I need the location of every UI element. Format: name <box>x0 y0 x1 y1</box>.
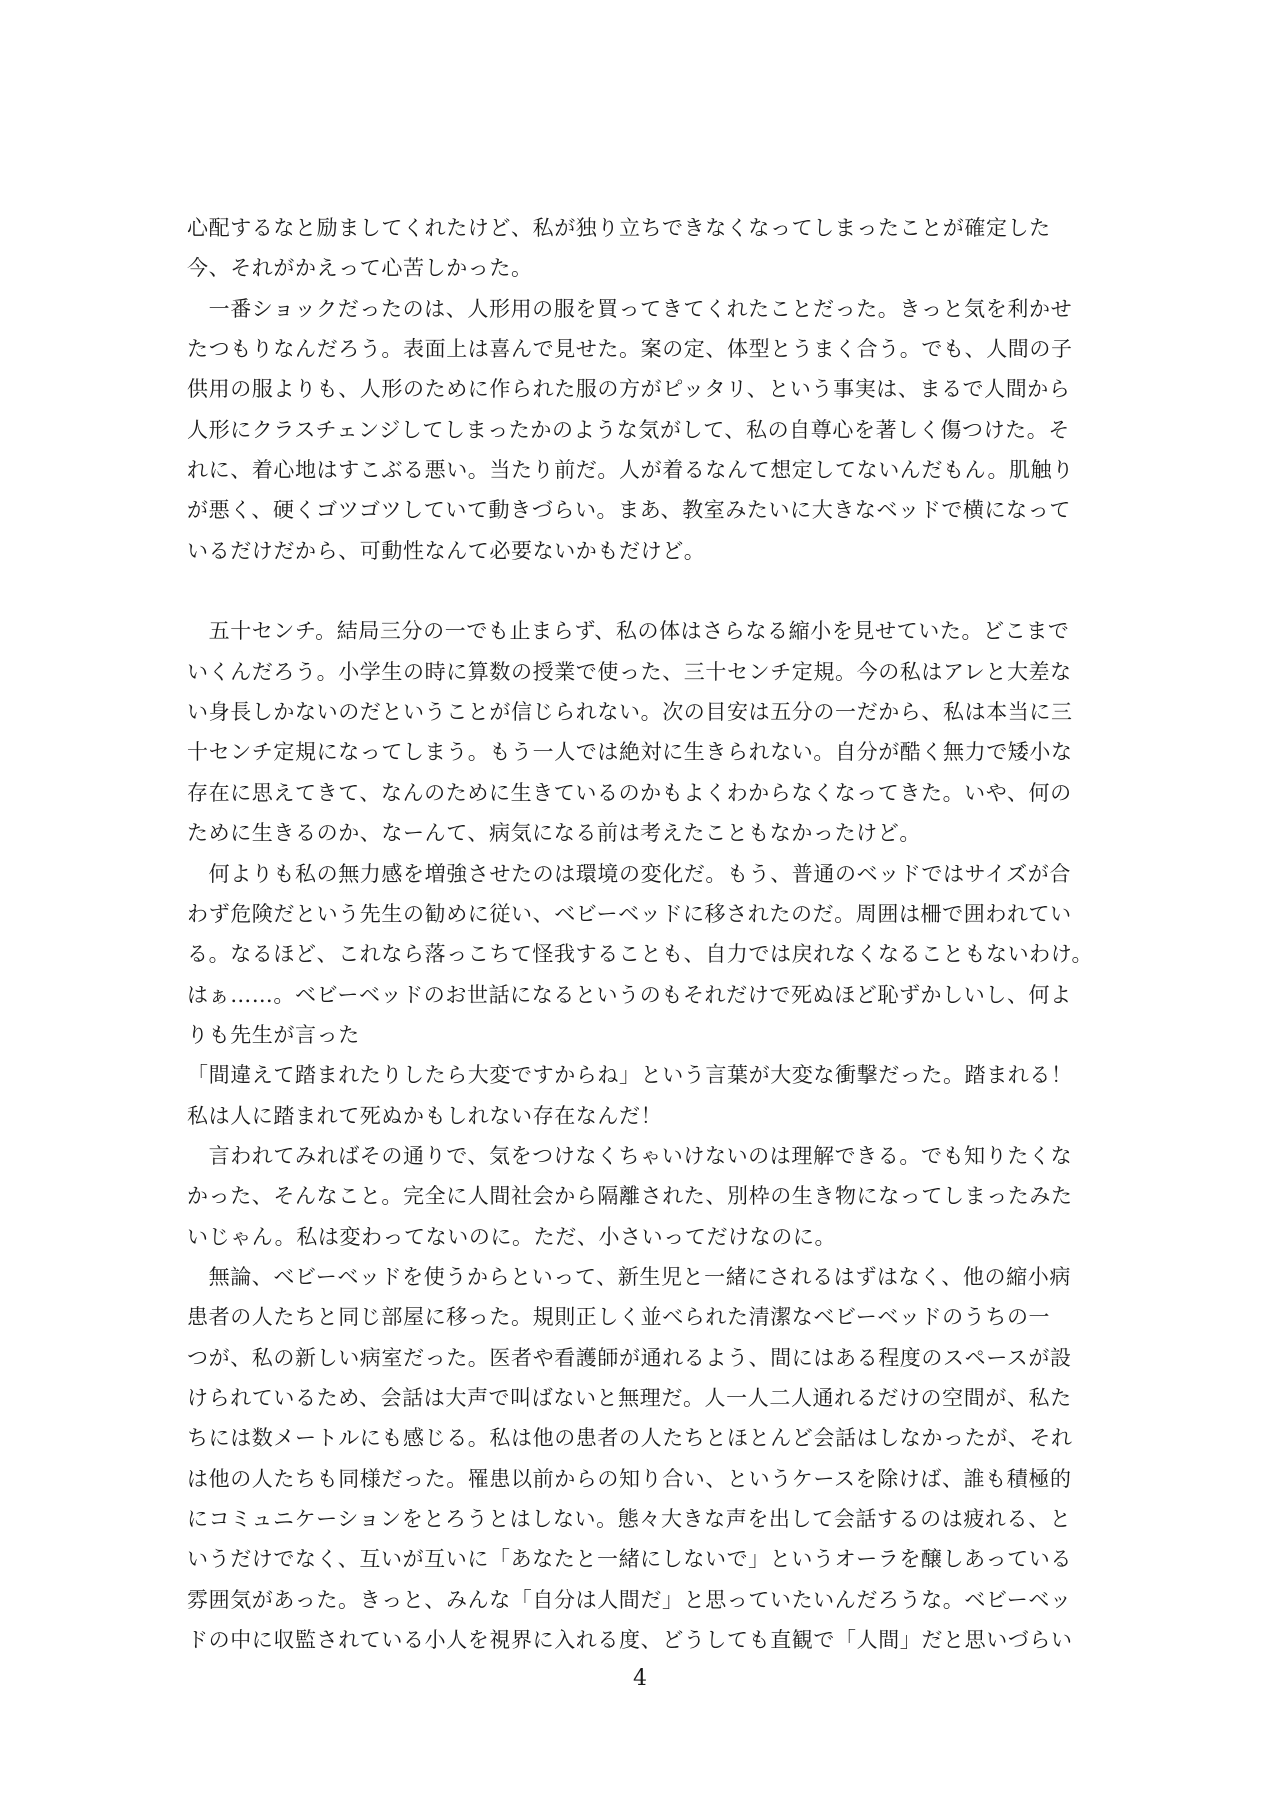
text-line: たつもりなんだろう。表面上は喜んで見せた。案の定、体型とうまく合う。でも、人間の子 <box>187 337 1073 362</box>
text-line: る。なるほど、これなら落っこちて怪我することも、自力では戻れなくなることもないわけ。 <box>187 942 1093 967</box>
text-line: いくんだろう。小学生の時に算数の授業で使った、三十センチ定規。今の私はアレと大差な <box>187 659 1072 684</box>
text-line: にコミュニケーションをとろうとはしない。態々大きな声を出して会話するのは疲れる、と <box>187 1507 1072 1531</box>
text-line: いじゃん。私は変わってないのに。ただ、小さいってだけなのに。 <box>187 1224 837 1249</box>
text-line: 今、それがかえって心苦しかった。 <box>187 256 533 281</box>
text-line: 「間違えて踏まれたりしたら大変ですからね」という言葉が大変な衝撃だった。踏まれる！ <box>187 1063 1073 1088</box>
text-line: 患者の人たちと同じ部屋に移った。規則正しく並べられた清潔なベビーベッドのうちの一 <box>187 1305 1051 1330</box>
text-line: わず危険だという先生の勧めに従い、ベビーベッドに移されたのだ。周囲は柵で囲われてい <box>187 901 1072 926</box>
text-line: はぁ……。ベビーベッドのお世話になるというのもそれだけで死ぬほど恥ずかしいし、何よ <box>187 982 1072 1007</box>
text-line: いうだけでなく、互いが互いに「あなたと一緒にしないで」というオーラを醸しあっている <box>187 1547 1072 1572</box>
text-body <box>187 208 1093 1660</box>
text-line: 言われてみればその通りで、気をつけなくちゃいけないのは理解できる。でも知りたくな <box>187 1143 1073 1168</box>
text-line: ドの中に収監されている小人を視界に入れる度、どうしても直観で「人間」だと思いづらい <box>187 1628 1073 1653</box>
text-line: 供用の服よりも、人形のために作られた服の方がピッタリ、という事実は、まるで人間から <box>187 377 1071 402</box>
text-line: 存在に思えてきて、なんのために生きているのかもよくわからなくなってきた。いや、何の <box>187 780 1072 805</box>
text-line: 一番ショックだったのは、人形用の服を買ってきてくれたことだった。きっと気を利かせ <box>187 296 1073 321</box>
text-line: かった、そんなこと。完全に人間社会から隔離された、別枠の生き物になってしまったみた <box>187 1184 1073 1209</box>
page-number: 4 <box>633 1666 647 1691</box>
paragraph-gap <box>187 571 1093 611</box>
text-line: ちには数メートルにも感じる。私は他の患者の人たちとほとんど会話はしなかったが、それ <box>187 1426 1073 1451</box>
text-line: 私は人に踏まれて死ぬかもしれない存在なんだ！ <box>187 1103 663 1128</box>
text-line: けられているため、会話は大声で叫ばないと無理だ。人一人二人通れるだけの空間が、私た <box>187 1385 1072 1410</box>
text-line: ために生きるのか、なーんて、病気になる前は考えたこともなかったけど。 <box>187 821 921 846</box>
text-line: れに、着心地はすこぶる悪い。当たり前だ。人が着るなんて想定してないんだもん。肌触り <box>187 458 1074 483</box>
text-line: い身長しかないのだということが信じられない。次の目安は五分の一だから、私は本当に三 <box>187 700 1073 725</box>
text-line: 心配するなと励ましてくれたけど、私が独り立ちできなくなってしまったことが確定した <box>187 216 1051 240</box>
text-line: りも先生が言った <box>187 1022 360 1047</box>
text-line: いるだけだから、可動性なんて必要ないかもだけど。 <box>187 538 706 563</box>
text-line: は他の人たちも同様だった。罹患以前からの知り合い、というケースを除けば、誰も積極的 <box>187 1466 1072 1491</box>
text-line: 雰囲気があった。きっと、みんな「自分は人間だ」と思っていたいんだろうな。ベビーベッ <box>187 1587 1072 1612</box>
text-line: 何よりも私の無力感を増強させたのは環境の変化だ。もう、普通のベッドではサイズが合 <box>187 861 1071 886</box>
text-line: が悪く、硬くゴツゴツしていて動きづらい。まあ、教室みたいに大きなベッドで横になって <box>187 498 1071 523</box>
text-line: つが、私の新しい病室だった。医者や看護師が通れるよう、間にはある程度のスペースが設 <box>187 1345 1072 1370</box>
text-line: 無論、ベビーベッドを使うからといって、新生児と一緒にされるはずはなく、他の縮小病 <box>187 1264 1071 1289</box>
text-line: 五十センチ。結局三分の一でも止まらず、私の体はさらなる縮小を見せていた。どこまで <box>187 619 1070 644</box>
text-line: 十センチ定規になってしまう。もう一人では絶対に生きられない。自分が酷く無力で矮小な <box>187 740 1073 765</box>
text-line: 人形にクラスチェンジしてしまったかのような気がして、私の自尊心を著しく傷つけた。そ <box>187 417 1070 442</box>
